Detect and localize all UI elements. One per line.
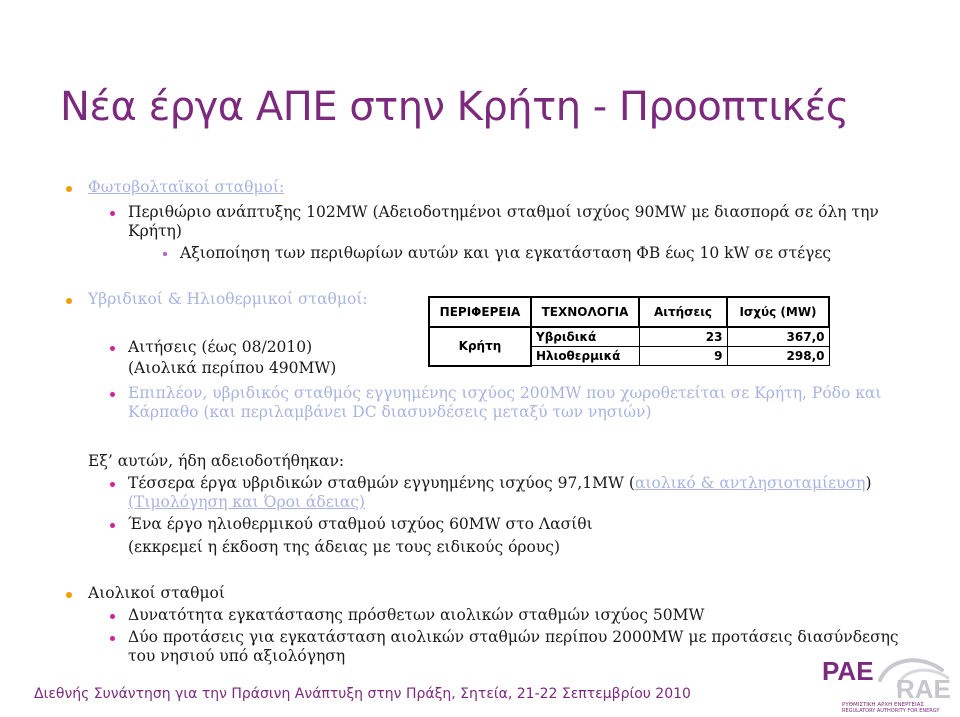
wind-item1: Δυνατότητα εγκατάστασης πρόσθετων αιολικών σταθμών ισχύος 50MW xyxy=(128,606,705,624)
table-cell-region: Κρήτη xyxy=(429,327,531,366)
bullet xyxy=(110,523,115,528)
bullet xyxy=(110,346,115,351)
pv-line1: Περιθώριο ανάπτυξης 102MW (Αδειοδοτημένοι σταθμοί ισχύος 90MW με διασπορά σε όλη την xyxy=(128,203,879,221)
licensed-item1 xyxy=(128,474,872,493)
table-cell-technology: Υβριδικά xyxy=(531,327,639,347)
bullet xyxy=(66,592,72,598)
licensed-item1-text: Τέσσερα έργα υβριδικών σταθμών εγγυημένης ισχύος 97,1MW ( xyxy=(128,474,635,492)
logo-mark: PAE xyxy=(822,656,874,686)
bullet xyxy=(110,211,115,216)
table-cell-power: 367,0 xyxy=(727,327,829,347)
pv-sub: Αξιοποίηση των περιθωρίων αυτών και για εγκατάσταση ΦΒ έως 10 kW σε στέγες xyxy=(180,244,832,262)
table-cell-technology: Ηλιοθερμικά xyxy=(531,347,639,366)
bullet xyxy=(66,298,72,304)
bullet xyxy=(110,392,115,397)
bullet xyxy=(66,186,72,192)
licensed-item1-close: ) xyxy=(865,474,872,492)
wind-pumped-storage-link[interactable]: αιολικό & αντλησιοταμίευση xyxy=(634,474,866,492)
logo-subtitle-2: REGULATORY AUTHORITY FOR ENERGY xyxy=(842,708,940,714)
hybrid-wind-note: (Αιολικά περίπου 490MW) xyxy=(128,359,337,377)
wind-heading: Αιολικοί σταθμοί xyxy=(88,584,225,602)
logo-mark-2: RAE xyxy=(896,674,951,704)
table-header-applications: Αιτήσεις xyxy=(639,297,727,327)
pv-heading[interactable]: Φωτοβολταϊκοί σταθμοί: xyxy=(88,178,285,196)
hybrid-applications: Αιτήσεις (έως 08/2010) xyxy=(128,338,313,356)
bullet xyxy=(110,482,115,487)
hybrid-extra-line2: Κάρπαθο (και περιλαμβάνει DC διασυνδέσεις μεταξύ των νησιών) xyxy=(128,403,652,421)
pv-line1b: Κρήτη) xyxy=(128,222,182,240)
pricing-terms-link[interactable]: (Τιμολόγηση και Όροι άδειας) xyxy=(128,493,366,511)
table-row xyxy=(429,327,829,347)
wind-item2b: του νησιού υπό αξιολόγηση xyxy=(128,647,346,665)
footer-text: Διεθνής Συνάντηση για την Πράσινη Ανάπτυξη στην Πράξη, Σητεία, 21-22 Σεπτεμβρίου 2010 xyxy=(34,686,691,702)
table-header-power: Ισχύς (MW) xyxy=(727,297,829,327)
licensed-item2: Ένα έργο ηλιοθερμικού σταθμού ισχύος 60MW στο Λασίθι xyxy=(128,515,593,533)
licensed-intro: Εξ’ αυτών, ήδη αδειοδοτήθηκαν: xyxy=(88,452,345,470)
applications-table xyxy=(428,296,830,367)
bullet xyxy=(110,614,115,619)
table-cell-power: 298,0 xyxy=(727,347,829,366)
rae-logo xyxy=(820,652,955,714)
hybrid-heading: Υβριδικοί & Ηλιοθερμικοί σταθμοί: xyxy=(88,290,368,308)
table-cell-applications: 9 xyxy=(639,347,727,366)
bullet xyxy=(110,636,115,641)
table-header-technology: ΤΕΧΝΟΛΟΓΙΑ xyxy=(531,297,639,327)
table-header-region: ΠΕΡΙΦΕΡΕΙΑ xyxy=(429,297,531,327)
hybrid-extra-line1: Επιπλέον, υβριδικός σταθμός εγγυημένης ισχύος 200MW που χωροθετείται σε Κρήτη, Ρόδο και xyxy=(128,384,882,402)
table-cell-applications: 23 xyxy=(639,327,727,347)
page-title: Νέα έργα ΑΠΕ στην Κρήτη - Προοπτικές xyxy=(60,84,849,130)
wind-item2: Δύο προτάσεις για εγκατάσταση αιολικών σταθμών περίπου 2000MW με προτάσεις διασύνδεσης xyxy=(128,628,899,646)
bullet xyxy=(163,252,167,256)
logo-subtitle-1: ΡΥΘΜΙΣΤΙΚΗ ΑΡΧΗ ΕΝΕΡΓΕΙΑΣ xyxy=(842,702,924,708)
licensed-item2b: (εκκρεμεί η έκδοση της άδειας με τους ειδικούς όρους) xyxy=(128,538,561,556)
